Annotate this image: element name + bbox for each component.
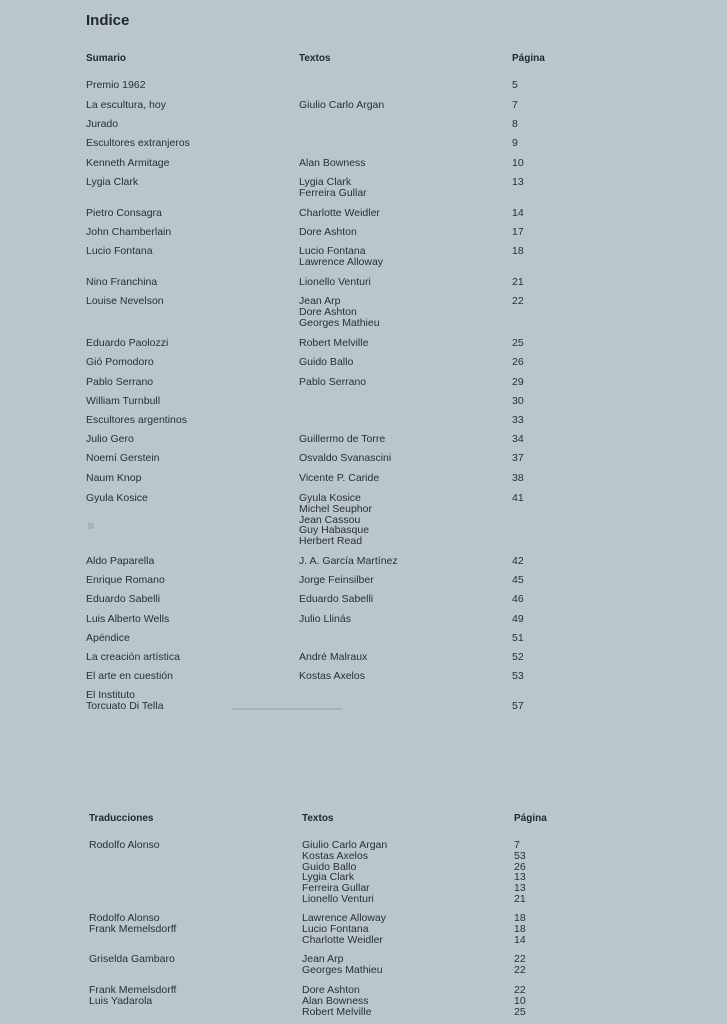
translation-pages-line: 18 [514,912,526,924]
header-textos: Textos [299,53,331,64]
index-texts-line: Lionello Venturi [299,276,371,288]
index-item [86,208,162,219]
index-texts-line: Pablo Serrano [299,376,367,388]
translated-texts-line: Alan Bowness [302,994,369,1007]
header-pagina-translations: Página [514,813,547,824]
index-texts [299,594,373,605]
translator-names-line: Frank Memelsdorff [89,922,177,935]
index-page-number: 17 [512,226,524,238]
index-item [86,671,173,682]
ink-smudge [88,523,94,529]
index-item-line: Naum Knop [86,472,142,484]
index-page-number: 33 [512,414,524,426]
index-texts-line: Guido Ballo [299,356,354,368]
translated-texts [302,913,386,945]
index-texts-line: André Malraux [299,651,368,663]
translation-pages-line: 14 [514,933,526,946]
index-page-number: 42 [512,555,524,567]
index-texts-line: Lygia Clark [299,176,352,188]
translation-pages-line: 53 [514,849,526,862]
index-page-number: 18 [512,245,524,257]
index-texts-line: Osvaldo Svanascini [299,452,392,464]
translated-texts-line: Lygia Clark [302,871,355,884]
index-item [86,453,160,464]
index-item-line: Eduardo Sabelli [86,593,161,605]
index-page-number: 21 [512,276,524,288]
index-texts-line: Jean Arp [299,295,341,307]
index-item [86,277,157,288]
index-page-number: 34 [512,433,524,445]
index-item-line: Lygia Clark [86,176,139,188]
translator-names [89,985,176,1007]
index-item-line: Nino Franchina [86,276,158,288]
index-item-line: Pablo Serrano [86,376,154,388]
index-item [86,652,180,663]
index-item-line: Gió Pomodoro [86,356,154,368]
header-pagina: Página [512,53,545,64]
index-page-number: 57 [512,699,524,712]
index-texts [299,277,371,288]
index-item [86,575,165,586]
index-texts-line: Jorge Feinsilber [299,574,374,586]
translation-pages-line: 13 [514,882,526,895]
index-item-line: Eduardo Paolozzi [86,337,169,349]
translation-pages-line: 10 [514,994,526,1007]
index-texts-line: Ferreira Gullar [299,186,367,199]
index-item [86,100,166,111]
index-texts [299,158,366,169]
index-item [86,338,168,349]
translation-pages-line: 7 [514,839,520,851]
translated-texts-line: Guido Ballo [302,860,357,873]
index-page-number: 13 [512,176,524,188]
index-page-number: 51 [512,632,524,644]
index-texts-line: Dore Ashton [299,226,357,238]
index-item-line: El arte en cuestión [86,670,173,682]
index-item-line: William Turnbull [86,395,161,407]
index-texts [299,575,374,586]
index-texts [299,556,398,567]
translated-texts-line: Ferreira Gullar [302,882,370,895]
index-page-number: 25 [512,337,524,349]
index-page-number: 22 [512,295,524,307]
index-item-line: Pietro Consagra [86,207,162,219]
translator-names-line: Griselda Gambaro [89,953,175,965]
index-page-number: 8 [512,118,518,130]
translated-texts-line: Robert Melville [302,1005,372,1018]
index-texts-line: Lawrence Alloway [299,255,384,268]
index-texts-line: J. A. García Martínez [299,555,398,567]
index-item [86,138,190,149]
index-item-line: Louise Nevelson [86,295,164,307]
index-texts-line: Alan Bowness [299,157,366,169]
index-texts-line: Gyula Kosice [299,492,361,504]
translated-texts-line: Giulio Carlo Argan [302,839,388,851]
translated-texts-line: Lawrence Alloway [302,912,387,924]
header-textos-translations: Textos [302,813,334,824]
index-item [86,493,148,504]
index-texts [299,671,365,682]
index-texts-line: Guy Habasque [299,524,370,537]
index-item [86,556,154,567]
translation-pages-line: 22 [514,953,526,965]
index-texts [299,453,391,464]
index-texts [299,296,380,328]
index-texts-line: Charlotte Weidler [299,207,380,219]
index-page-number: 52 [512,651,524,663]
translator-names [89,840,160,851]
index-page-number: 38 [512,472,524,484]
index-page-number: 9 [512,137,518,149]
index-item-line: Gyula Kosice [86,492,148,504]
index-texts [299,246,383,268]
index-item [86,377,153,388]
index-item [86,119,118,130]
index-texts-line: Herbert Read [299,535,363,548]
index-item-line: Noemí Gerstein [86,452,160,464]
index-item [86,227,171,238]
index-texts-line: Guillermo de Torre [299,433,386,445]
translated-texts [302,840,387,905]
index-texts [299,338,368,349]
index-item [86,415,187,426]
translator-names [89,913,176,935]
translation-pages [514,840,526,905]
index-item [86,633,130,644]
index-texts-line: Michel Seuphor [299,502,372,515]
index-page-number: 45 [512,574,524,586]
index-item-line: Escultores extranjeros [86,137,190,149]
index-item-line: John Chamberlain [86,226,172,238]
index-texts [299,208,380,219]
index-item [86,690,163,712]
translation-pages-line: 21 [514,892,526,905]
index-item [86,177,138,188]
translator-names [89,954,175,965]
index-page-number: 30 [512,395,524,407]
index-page-number: 5 [512,79,518,91]
translation-pages-line: 18 [514,922,526,935]
index-page-number: 14 [512,207,524,219]
index-texts [299,614,351,625]
index-texts [299,434,385,445]
index-texts [299,227,357,238]
index-texts [299,357,353,368]
index-texts-line: Lucio Fontana [299,245,366,257]
translator-names-line: Rodolfo Alonso [89,912,160,924]
index-item-line: Apéndice [86,632,130,644]
index-item-line: Enrique Romano [86,574,165,586]
ink-smudge [232,708,342,710]
index-texts [299,473,379,484]
index-item-line: Lucio Fontana [86,245,153,257]
index-texts [299,100,384,111]
translation-pages-line: 22 [514,963,526,976]
translated-texts [302,985,371,1017]
index-item [86,158,169,169]
index-page-number: 7 [512,99,518,111]
translated-texts-line: Kostas Axelos [302,849,368,862]
index-item [86,434,134,445]
translator-names-line: Luis Yadarola [89,994,153,1007]
index-texts-line: Robert Melville [299,337,369,349]
index-texts [299,493,372,547]
index-item [86,473,141,484]
index-item-line: Aldo Paparella [86,555,155,567]
translation-pages [514,954,526,976]
index-item [86,357,154,368]
index-texts-line: Vicente P. Caride [299,472,380,484]
index-item [86,614,169,625]
index-item [86,80,146,91]
index-item-line: Julio Gero [86,433,134,445]
translated-texts-line: Jean Arp [302,953,344,965]
index-page-number: 49 [512,613,524,625]
index-item [86,246,153,257]
translator-names-line: Frank Memelsdorff [89,984,177,996]
index-texts-line: Julio Llinás [299,613,351,625]
index-texts-line: Eduardo Sabelli [299,593,374,605]
translated-texts-line: Georges Mathieu [302,963,383,976]
translation-pages [514,985,526,1017]
index-page-number: 10 [512,157,524,169]
index-page-number: 46 [512,593,524,605]
index-page-number: 53 [512,670,524,682]
index-item-line: Luis Alberto Wells [86,613,170,625]
index-texts-line: Jean Cassou [299,513,361,526]
page-title: Indice [86,12,130,29]
index-texts [299,652,367,663]
index-item-line: Torcuato Di Tella [86,699,164,712]
translator-names-line: Rodolfo Alonso [89,839,160,851]
index-item-line: La escultura, hoy [86,99,166,111]
index-page-number: 41 [512,492,524,504]
index-texts-line: Georges Mathieu [299,316,380,329]
translation-pages-line: 25 [514,1005,526,1018]
index-texts [299,177,367,199]
index-page-number: 29 [512,376,524,388]
translation-pages-line: 22 [514,984,526,996]
index-texts-line: Dore Ashton [299,305,357,318]
translation-pages [514,913,526,945]
translated-texts-line: Charlotte Weidler [302,933,383,946]
index-item-line: Kenneth Armitage [86,157,170,169]
index-item-line: Premio 1962 [86,79,146,91]
index-item [86,396,160,407]
index-item [86,594,160,605]
header-sumario: Sumario [86,53,127,64]
index-texts [299,377,366,388]
index-item [86,296,164,307]
translated-texts-line: Dore Ashton [302,984,360,996]
index-item-line: Jurado [86,118,119,130]
translated-texts [302,954,383,976]
translated-texts-line: Lionello Venturi [302,892,374,905]
index-item-line: La creación artística [86,651,180,663]
translated-texts-line: Lucio Fontana [302,922,369,935]
index-texts-line: Kostas Axelos [299,670,365,682]
index-texts-line: Giulio Carlo Argan [299,99,385,111]
translation-pages-line: 26 [514,860,526,873]
header-traducciones: Traducciones [89,813,154,824]
index-page-number: 26 [512,356,524,368]
index-item-line: Escultores argentinos [86,414,187,426]
translation-pages-line: 13 [514,871,526,884]
index-item-line: El Instituto [86,689,136,701]
index-page-number: 37 [512,452,524,464]
